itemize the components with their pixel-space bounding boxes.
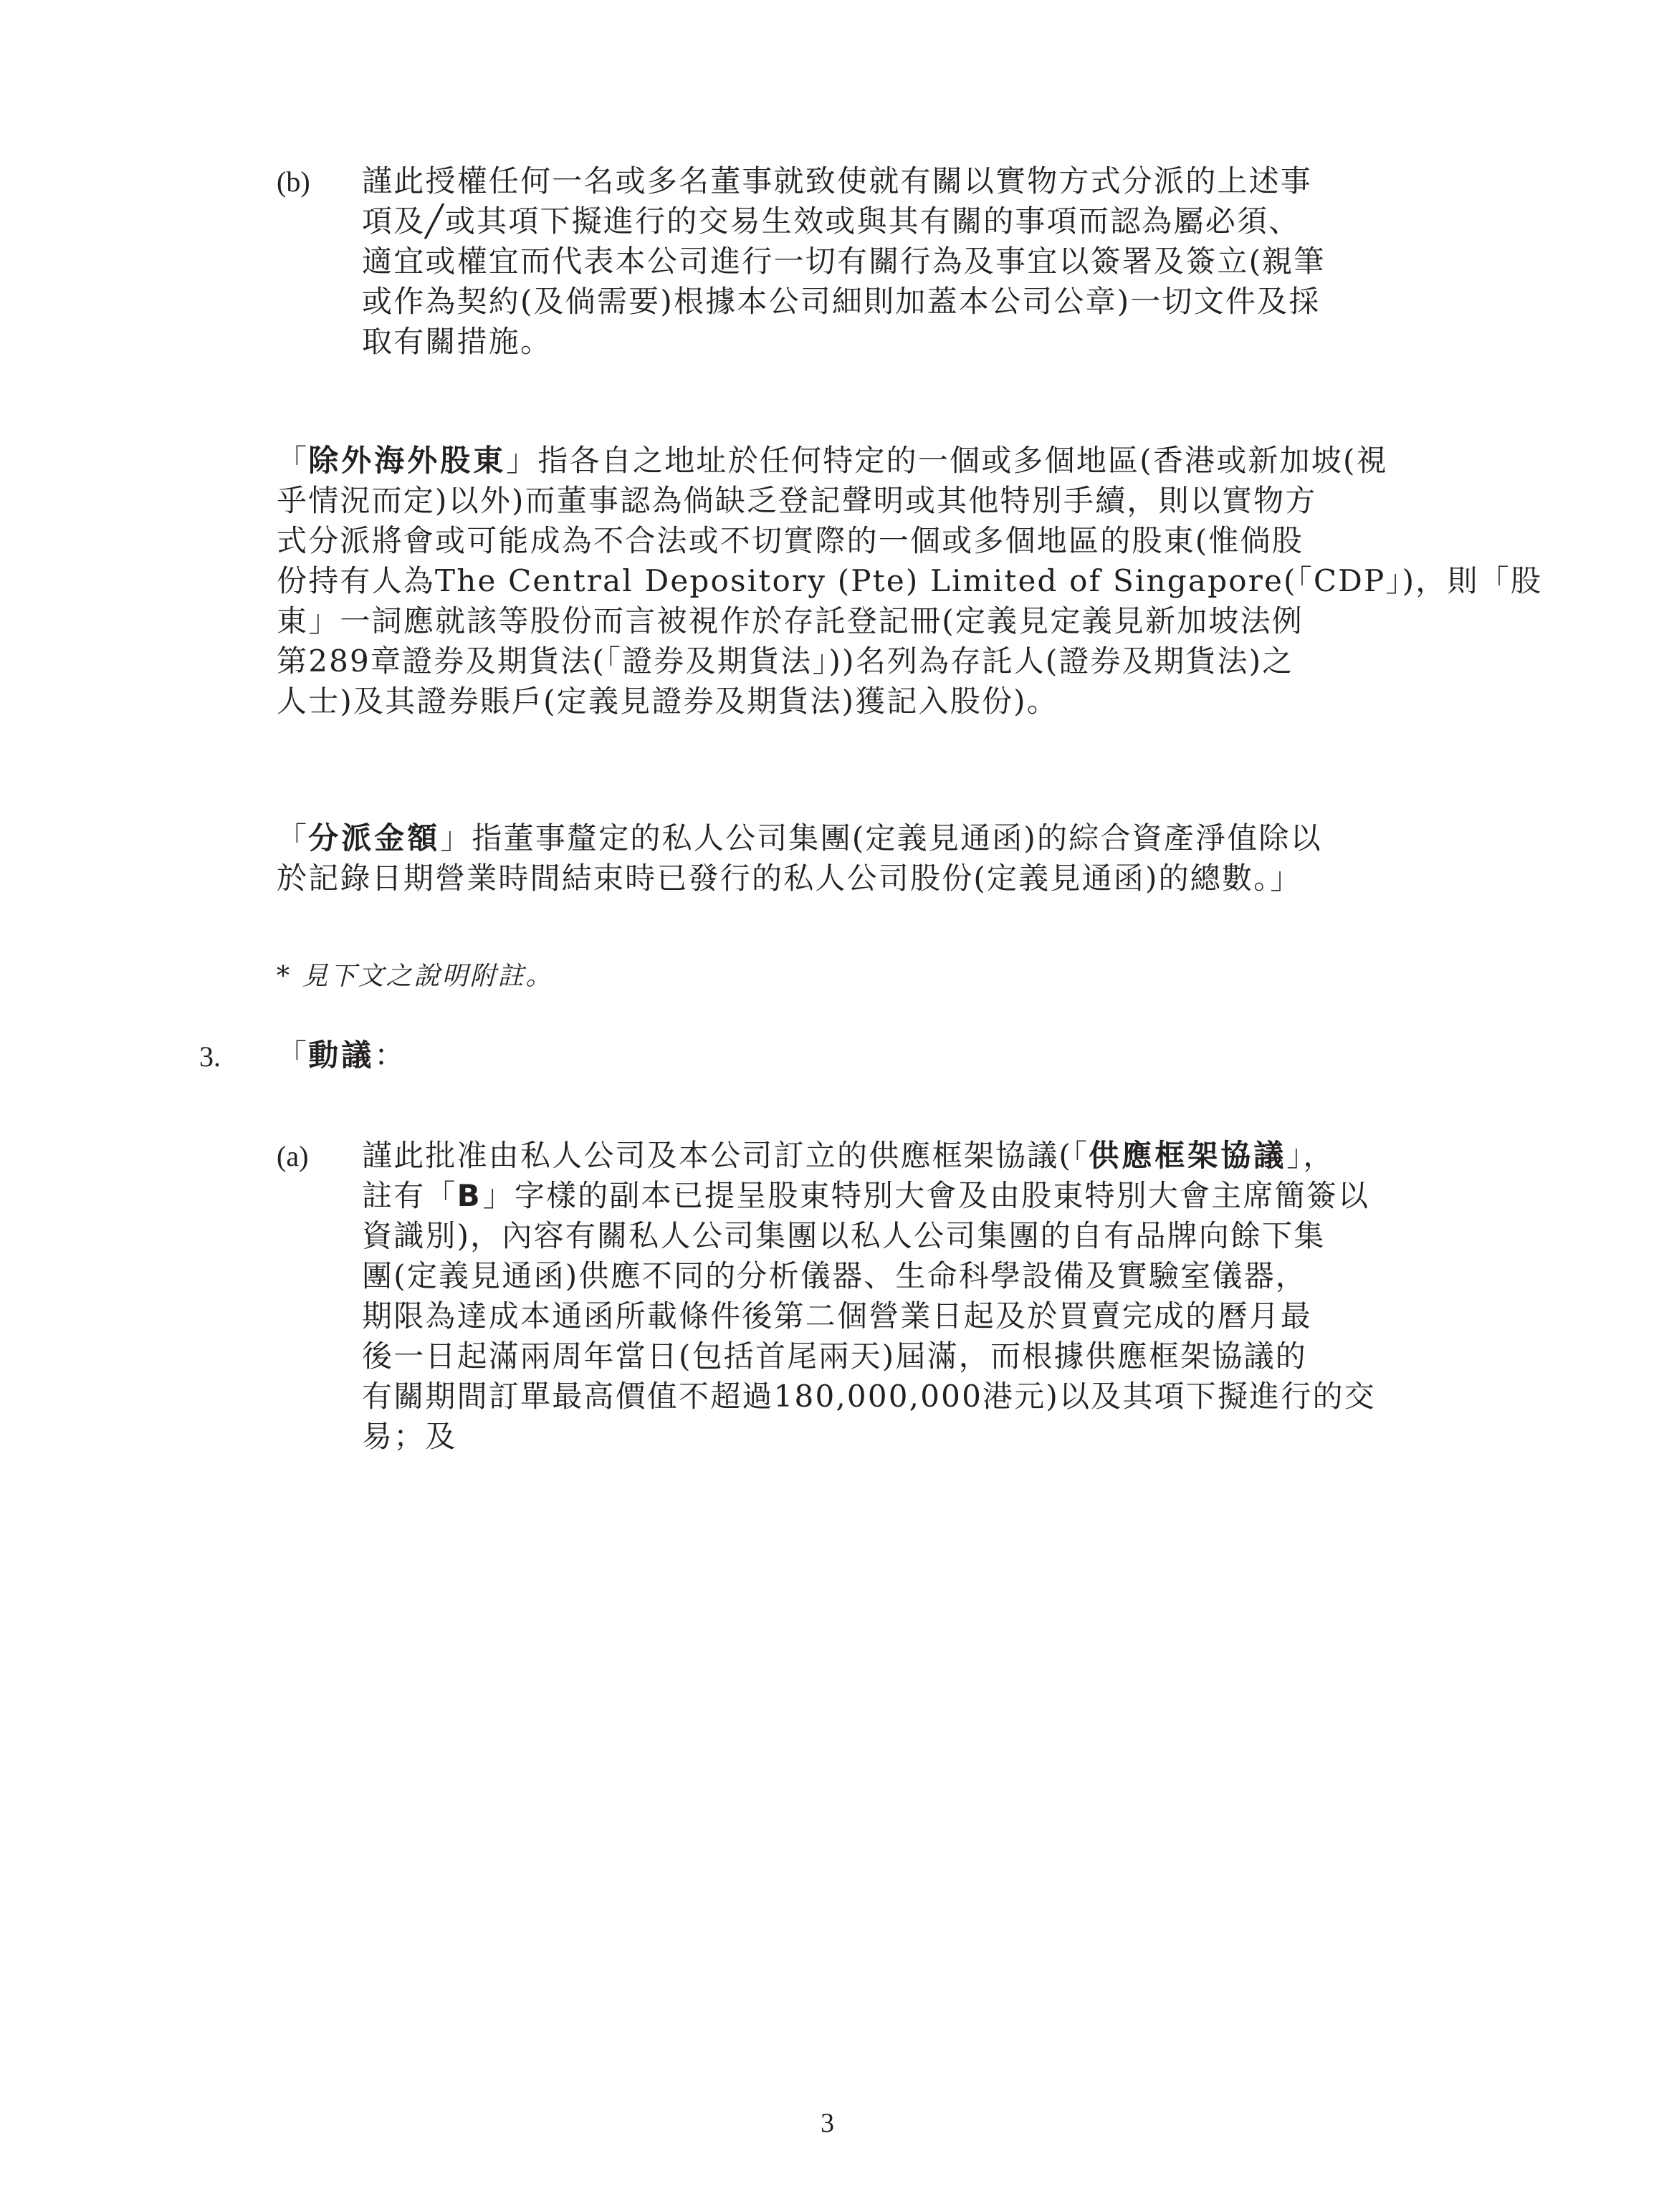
item-a-line-1-suffix: 」， bbox=[1286, 1138, 1335, 1173]
defined-term-supply-framework: 供應框架協議 bbox=[1089, 1138, 1287, 1173]
item-a-line-7: 有關期間訂單最高價值不超過180,000,000港元)以及其項下擬進行的交 bbox=[362, 1379, 1376, 1414]
resolution-number: 3. bbox=[199, 1040, 221, 1073]
item-a-line-8: 易；及 bbox=[362, 1419, 457, 1454]
def-excluded-line-3: 式分派將會或可能成為不合法或不切實際的一個或多個地區的股東(惟倘股 bbox=[277, 523, 1304, 558]
item-a-line-2-suffix: 」字樣的副本已提呈股東特別大會及由股東特別大會主席簡簽以 bbox=[482, 1178, 1370, 1213]
resolution-colon: ： bbox=[374, 1038, 406, 1073]
open-quote: 「 bbox=[277, 443, 309, 478]
page-number: 3 bbox=[821, 2108, 834, 2138]
item-b-line-4: 或作為契約(及倘需要)根據本公司細則加蓋本公司公章)一切文件及採 bbox=[362, 284, 1321, 319]
item-b-line-3: 適宜或權宜而代表本公司進行一切有關行為及事宜以簽署及簽立(親筆 bbox=[362, 244, 1326, 279]
item-a-line-4: 團(定義見通函)供應不同的分析儀器、生命科學設備及實驗室儀器， bbox=[362, 1258, 1307, 1293]
resolution-title: 動議 bbox=[308, 1038, 375, 1073]
def-amount-line-1 bbox=[277, 818, 1322, 858]
defined-term-excluded-shareholders: 除外海外股東 bbox=[308, 443, 507, 478]
item-a-line-3: 資識別)，內容有關私人公司集團以私人公司集團的自有品牌向餘下集 bbox=[362, 1218, 1326, 1253]
item-a-line-6: 後一日起滿兩周年當日(包括首尾兩天)屆滿，而根據供應框架協議的 bbox=[362, 1339, 1307, 1374]
item-a-label: (a) bbox=[277, 1140, 309, 1172]
item-b-line-2: 項及╱或其項下擬進行的交易生效或與其有關的事項而認為屬必須、 bbox=[362, 204, 1301, 239]
def-amount-line-1-rest: 」指董事釐定的私人公司集團(定義見通函)的綜合資產淨值除以 bbox=[440, 820, 1322, 856]
item-a-line-5: 期限為達成本通函所載條件後第二個營業日起及於買賣完成的曆月最 bbox=[362, 1298, 1313, 1334]
defined-term-distribution-amount: 分派金額 bbox=[308, 820, 441, 856]
item-a-line-2-prefix: 註有「 bbox=[362, 1178, 457, 1213]
item-b-line-5: 取有關措施。 bbox=[362, 324, 553, 359]
def-excluded-line-6: 第289章證券及期貨法(「證券及期貨法」))名列為存託人(證券及期貨法)之 bbox=[277, 643, 1294, 679]
def-excluded-line-2: 乎情況而定)以外)而董事認為倘缺乏登記聲明或其他特別手續，則以實物方 bbox=[277, 483, 1317, 518]
footnote: * 見下文之說明附註。 bbox=[277, 962, 554, 991]
item-a-line-1 bbox=[362, 1136, 1376, 1176]
open-quote: 「 bbox=[277, 820, 309, 856]
defined-term-b: B bbox=[456, 1178, 483, 1213]
item-b-line-1: 謹此授權任何一名或多名董事就致使就有關以實物方式分派的上述事 bbox=[362, 163, 1313, 198]
item-b-text bbox=[362, 161, 1326, 362]
def-excluded-line-7: 人士)及其證券賬戶(定義見證券及期貨法)獲記入股份)。 bbox=[277, 684, 1058, 719]
item-a-line-1-prefix: 謹此批准由私人公司及本公司訂立的供應框架協議(「 bbox=[362, 1138, 1089, 1173]
def-excluded-line-4: 份持有人為The Central Depository (Pte) Limited of Singapore(「CDP」)，則「股 bbox=[277, 563, 1543, 598]
def-excluded-line-1 bbox=[277, 441, 1542, 481]
item-b-label: (b) bbox=[277, 166, 310, 198]
resolution-heading bbox=[277, 1035, 406, 1076]
definition-distribution-amount bbox=[277, 818, 1322, 899]
item-a-text bbox=[362, 1136, 1376, 1457]
def-excluded-line-1-rest: 」指各自之地址於任何特定的一個或多個地區(香港或新加坡(視 bbox=[506, 443, 1388, 478]
def-amount-line-2: 於記錄日期營業時間結束時已發行的私人公司股份(定義見通函)的總數。」 bbox=[277, 861, 1302, 896]
def-excluded-line-5: 東」一詞應就該等股份而言被視作於存託登記冊(定義見定義見新加坡法例 bbox=[277, 603, 1304, 638]
definition-excluded-shareholders bbox=[277, 441, 1542, 722]
item-a-line-2 bbox=[362, 1176, 1376, 1216]
open-quote: 「 bbox=[277, 1038, 309, 1073]
